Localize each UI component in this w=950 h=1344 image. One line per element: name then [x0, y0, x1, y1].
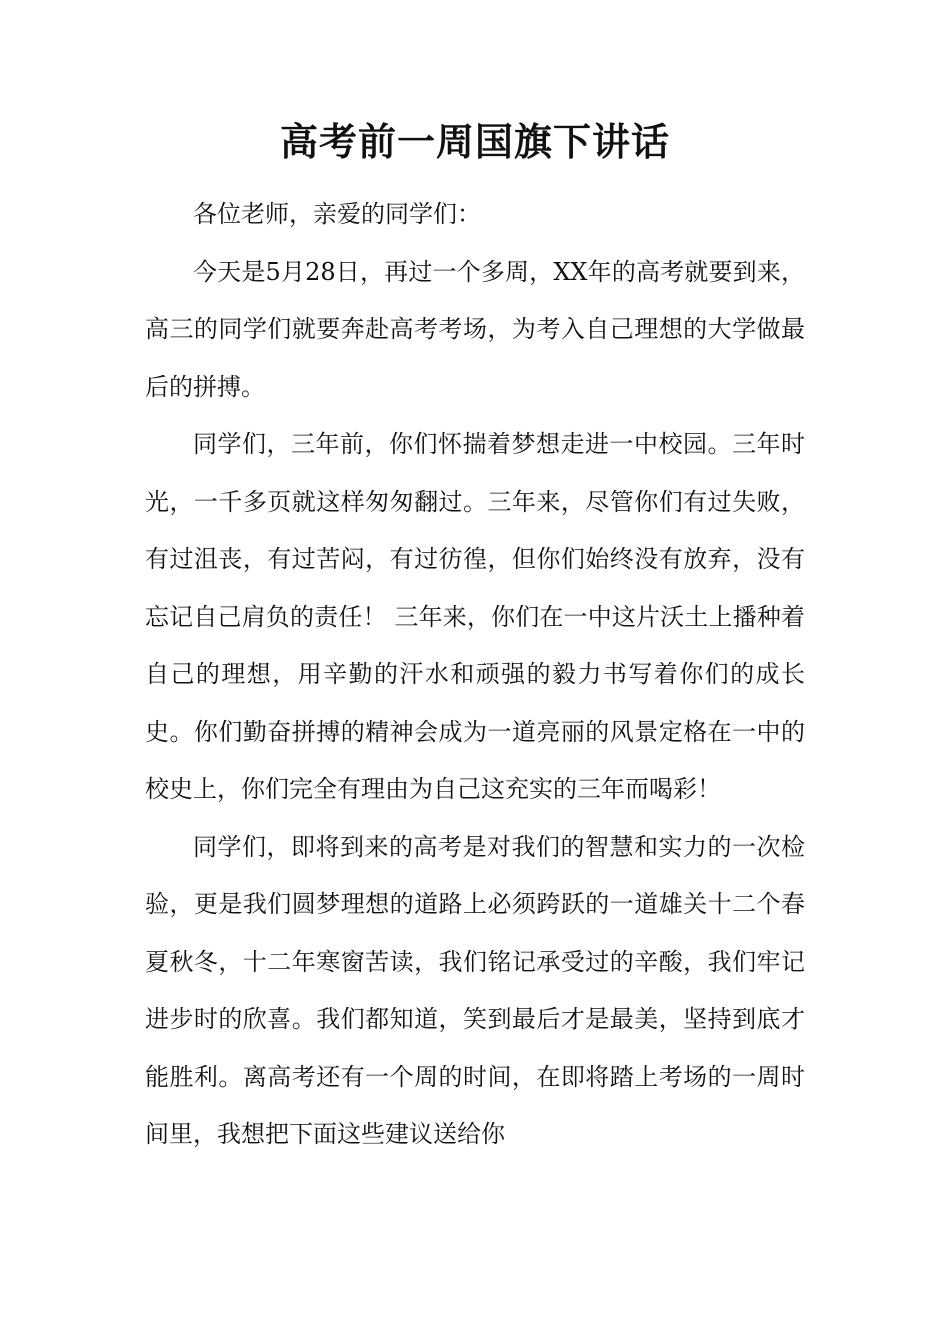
- greeting-paragraph: 各位老师，亲爱的同学们：: [193, 200, 481, 228]
- document-body: [145, 186, 805, 1164]
- body-paragraph: 同学们，三年前，你们怀揣着梦想走进一中校园。三年时光，一千多页就这样匆匆翻过。三年来，尽管你们有过失败，有过沮丧，有过苦闷，有过彷徨，但你们始终没有放弃，没有忘记自己肩负的责任！ 三年来，你们在一中这片沃土上播种着自己的理想，用辛勤的汗水和顽强的毅力书写着你们的成长史。你们勤奋拼搏的精神会成为一道亮丽的风景定格在一中的校史上，你们完全有理由为自己这充实的三年而喝彩！: [145, 430, 805, 803]
- body-paragraph: 同学们，即将到来的高考是对我们的智慧和实力的一次检验，更是我们圆梦理想的道路上必须跨跃的一道雄关十二个春夏秋冬，十二年寒窗苦读，我们铭记承受过的辛酸，我们牢记进步时的欣喜。我们都知道，笑到最后才是最美，坚持到底才能胜利。离高考还有一个周的时间，在即将踏上考场的一周时间里，我想把下面这些建议送给你: [145, 832, 805, 1148]
- body-paragraph: 今天是5月28日，再过一个多周，XX年的高考就要到来，高三的同学们就要奔赴高考考场，为考入自己理想的大学做最后的拼搏。: [145, 257, 805, 401]
- document-title: 高考前一周国旗下讲话: [279, 119, 670, 164]
